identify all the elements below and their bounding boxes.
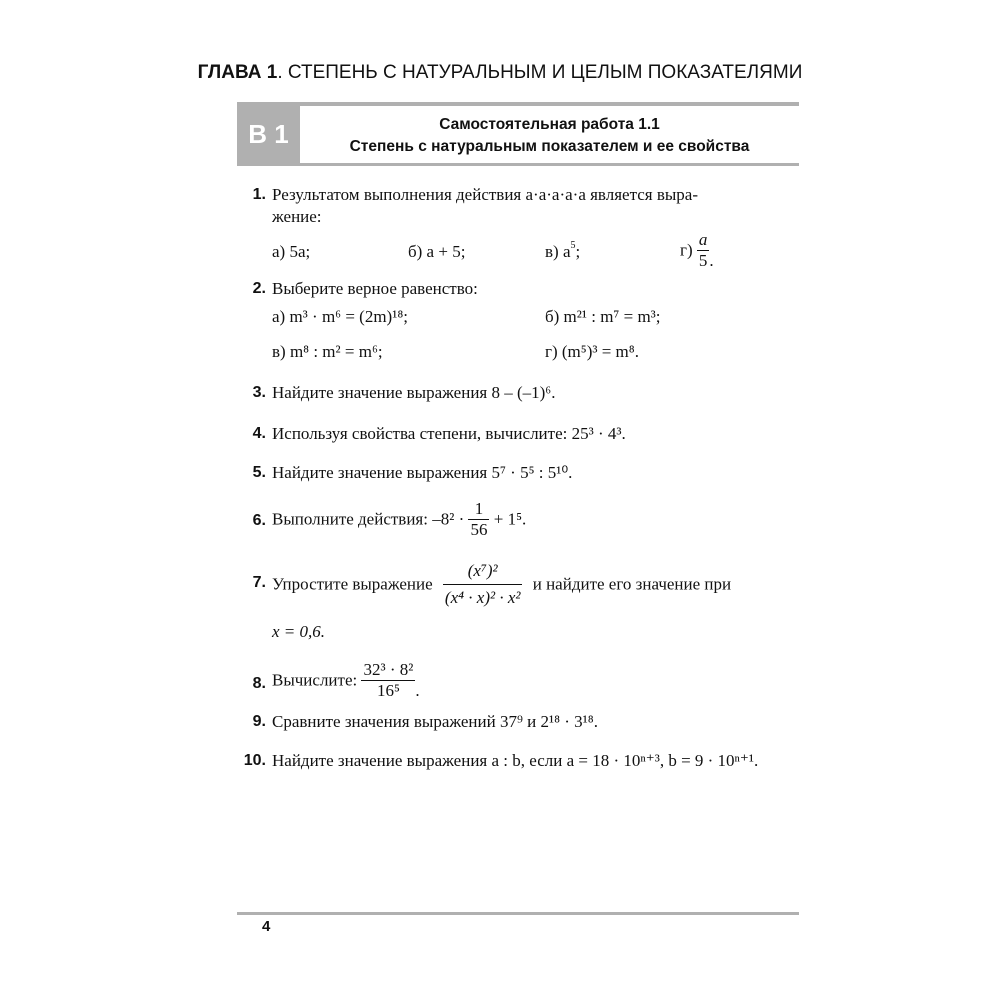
option-b: б) a + 5;: [408, 242, 466, 261]
work-title: Самостоятельная работа 1.1: [439, 116, 660, 133]
task-text: Результатом выполнения действия a·a·a·a·a является выра-: [272, 185, 698, 204]
chapter-name: . СТЕПЕНЬ С НАТУРАЛЬНЫМ И ЦЕЛЫМ ПОКАЗАТЕЛЯМИ: [277, 62, 803, 83]
task-number: 4.: [252, 425, 266, 442]
banner-bottom-rule: [237, 163, 799, 166]
task-number: 6.: [252, 512, 266, 529]
work-banner: [237, 102, 799, 166]
option-b: б) m²¹ : m⁷ = m³;: [545, 307, 661, 326]
chapter-title: [0, 62, 1000, 84]
task-number: 7.: [252, 574, 266, 591]
task-text-cont: x = 0,6.: [272, 622, 326, 641]
chapter-label: ГЛАВА 1: [197, 62, 278, 83]
task-text: Выполните действия: –8² · $\frac{1}{56}$ + 1⁵.: [272, 499, 527, 539]
banner-top-rule: [237, 102, 799, 106]
task-number: 8.: [252, 675, 266, 692]
footer-rule: [237, 912, 799, 915]
option-g: г) $\frac{a}{5}$ .: [680, 230, 714, 270]
task-text: Используя свойства степени, вычислите: 25³ · 4³.: [272, 424, 626, 443]
variant-badge: В 1: [237, 102, 300, 166]
task-number: 10.: [243, 752, 266, 769]
option-g: г) (m⁵)³ = m⁸.: [545, 342, 639, 361]
task-text-cont: жение:: [272, 207, 322, 226]
task-number: 3.: [252, 384, 266, 401]
task-text: Упростите выражение $\frac{\text{(x⁷)²}}{\text{(x⁴ · x)² · x²}}$ и найдите его значение при: [272, 558, 731, 611]
page-number: 4: [262, 918, 271, 935]
option-v: в) m⁸ : m² = m⁶;: [272, 342, 383, 361]
task-text: Сравните значения выражений 37⁹ и 2¹⁸ · 3¹⁸.: [272, 712, 598, 731]
work-subtitle: Степень с натуральным показателем и ее свойства: [349, 138, 750, 155]
option-a: а) 5a;: [272, 242, 311, 261]
option-v: в) $a^5$;: [545, 240, 581, 261]
task-number: 9.: [252, 713, 266, 730]
task-text: Найдите значение выражения 8 – (–1)⁶.: [272, 383, 556, 402]
task-text: Найдите значение выражения 5⁷ · 5⁵ : 5¹⁰.: [272, 463, 573, 482]
task-text: Выберите верное равенство:: [272, 279, 478, 298]
task-text: Вычислите: $\frac{\text{32³ · 8²}}{\text{16⁵}}$ .: [272, 660, 420, 700]
task-number: 5.: [252, 464, 266, 481]
option-a: а) m³ · m⁶ = (2m)¹⁸;: [272, 307, 408, 326]
task-number: 2.: [252, 280, 266, 297]
banner-title: [300, 114, 799, 158]
task-number: 1.: [252, 186, 266, 203]
task-text: Найдите значение выражения a : b, если a = 18 · 10ⁿ⁺³, b = 9 · 10ⁿ⁺¹.: [272, 751, 759, 770]
